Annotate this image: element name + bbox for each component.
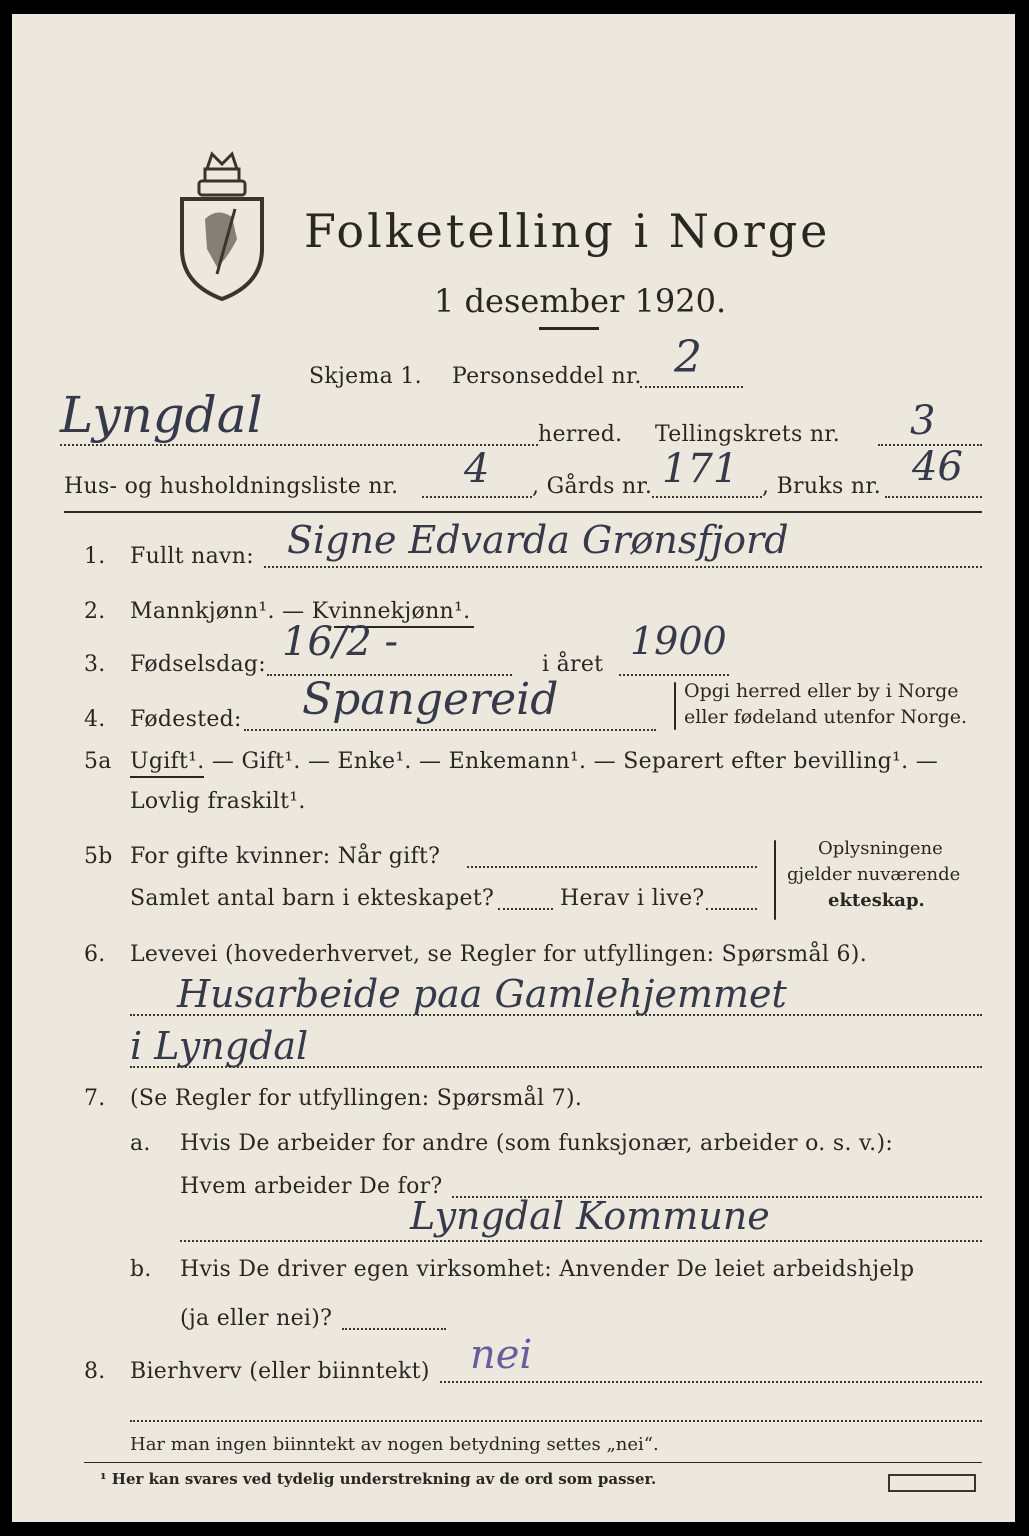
gards-value[interactable]: 171	[662, 446, 739, 492]
year-label: i året	[542, 652, 604, 677]
printer-stamp-icon	[888, 1474, 976, 1492]
employer-value[interactable]: Lyngdal Kommune	[410, 1194, 770, 1238]
q4-note-line1: Opgi herred eller by i Norge	[684, 680, 959, 702]
q6-number: 6.	[84, 942, 106, 967]
herred-label: herred.	[538, 422, 623, 447]
q5b-label2: Samlet antal barn i ekteskapet?	[130, 886, 495, 911]
full-name-value[interactable]: Signe Edvarda Grønsfjord	[287, 518, 789, 562]
birth-year-value[interactable]: 1900	[630, 619, 727, 663]
census-date: 1 desember 1920.	[434, 282, 727, 320]
husliste-label: Hus- og husholdningsliste nr.	[64, 474, 399, 499]
footnote: ¹ Her kan svares ved tydelig understrekning av de ord som passer.	[100, 1470, 657, 1488]
q5b-note3: ekteskap.	[828, 890, 925, 911]
occupation-value-line1[interactable]: Husarbeide paa Gamlehjemmet	[177, 972, 787, 1016]
skjema-label: Skjema 1.	[309, 364, 422, 389]
herred-value[interactable]: Lyngdal	[60, 386, 263, 444]
header-divider	[64, 511, 982, 513]
q1-number: 1.	[84, 544, 106, 569]
personseddel-label: Personseddel nr.	[452, 364, 642, 389]
q2-number: 2.	[84, 599, 106, 624]
footer-note: Har man ingen biinntekt av nogen betydning settes „nei“.	[130, 1434, 659, 1455]
marital-status-options[interactable]: Ugift¹. — Gift¹. — Enke¹. — Enkemann¹. — Separert efter bevilling¹. —	[130, 749, 939, 774]
birthplace-value[interactable]: Spangereid	[302, 674, 559, 725]
q5b-note1: Oplysningene	[818, 838, 943, 859]
q5b-label1: For gifte kvinner: Når gift?	[130, 844, 441, 869]
q8-number: 8.	[84, 1359, 106, 1384]
q4-label: Fødested:	[130, 707, 242, 732]
birthdate-value[interactable]: 16/2 -	[282, 619, 399, 665]
norwegian-coat-of-arms-icon	[177, 149, 267, 309]
form-title: Folketelling i Norge	[304, 204, 831, 258]
q4-number: 4.	[84, 707, 106, 732]
q5a-number: 5a	[84, 749, 112, 774]
marital-underline	[130, 776, 204, 778]
tellingskrets-label: Tellingskrets nr.	[655, 422, 840, 447]
personseddel-value[interactable]: 2	[674, 332, 702, 383]
q3-label: Fødselsdag:	[130, 652, 267, 677]
gender-options[interactable]: Mannkjønn¹. — Kvinnekjønn¹.	[130, 599, 471, 624]
title-divider	[539, 327, 599, 330]
q7b-text: Hvis De driver egen virksomhet: Anvender De leiet arbeidshjelp	[180, 1257, 915, 1282]
q5b-note2: gjelder nuværende	[787, 864, 961, 885]
husliste-value[interactable]: 4	[464, 446, 490, 492]
q7-label: (Se Regler for utfyllingen: Spørsmål 7).	[130, 1086, 583, 1111]
bruks-label: , Bruks nr.	[762, 474, 882, 499]
side-income-value[interactable]: nei	[470, 1332, 533, 1378]
q6-label: Levevei (hovederhvervet, se Regler for utfyllingen: Spørsmål 6).	[130, 942, 867, 967]
q7b-question: (ja eller nei)?	[180, 1306, 333, 1331]
q8-label: Bierhverv (eller biinntekt)	[130, 1359, 430, 1384]
marital-status-options-line2: Lovlig fraskilt¹.	[130, 789, 306, 814]
q3-number: 3.	[84, 652, 106, 677]
bruks-value[interactable]: 46	[912, 444, 963, 490]
q4-note-line2: eller fødeland utenfor Norge.	[684, 706, 968, 728]
occupation-value-line2[interactable]: i Lyngdal	[130, 1024, 309, 1068]
q7a-number: a.	[130, 1131, 151, 1156]
q7a-text: Hvis De arbeider for andre (som funksjonær, arbeider o. s. v.):	[180, 1131, 894, 1156]
q5b-number: 5b	[84, 844, 113, 869]
footer-divider	[84, 1462, 982, 1463]
q1-label: Fullt navn:	[130, 544, 254, 569]
q7a-question: Hvem arbeider De for?	[180, 1174, 443, 1199]
q7b-number: b.	[130, 1257, 152, 1282]
census-form	[12, 14, 1015, 1522]
gards-label: , Gårds nr.	[532, 474, 653, 499]
q7-number: 7.	[84, 1086, 106, 1111]
tellingskrets-value[interactable]: 3	[910, 398, 936, 444]
q5b-label3: Herav i live?	[560, 886, 705, 911]
